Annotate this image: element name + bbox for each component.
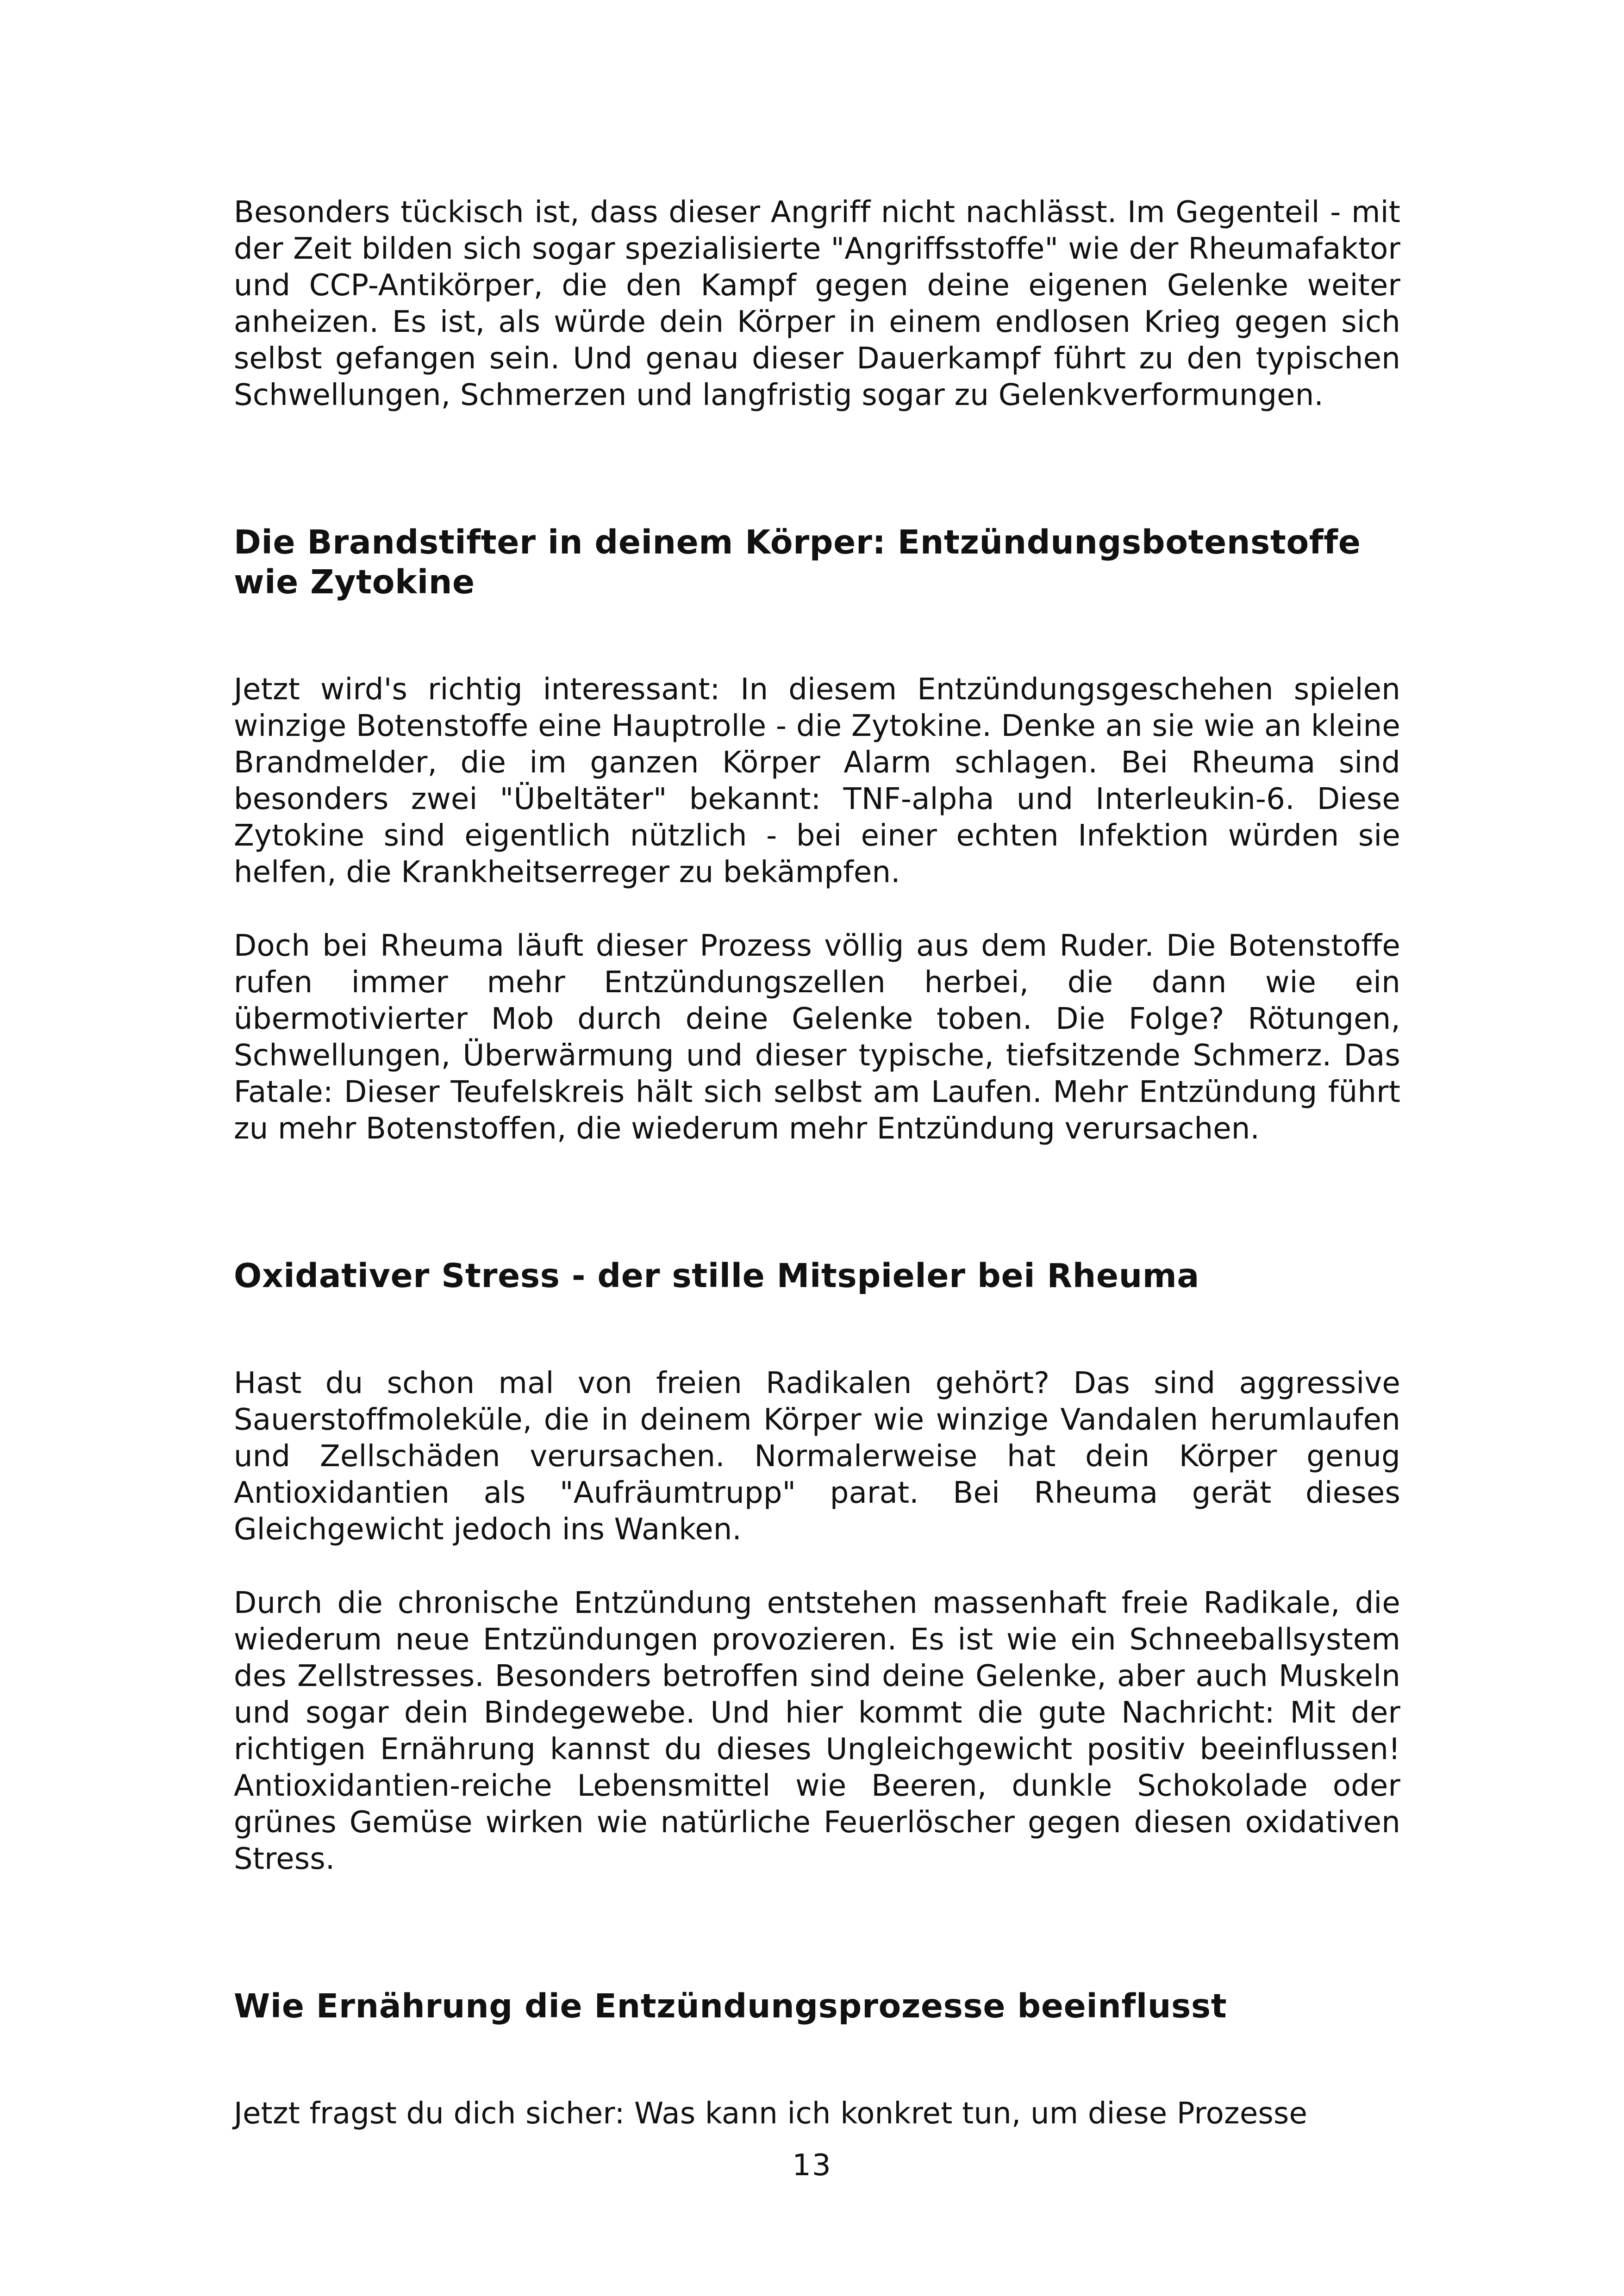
page-body xyxy=(234,194,1400,2132)
paragraph-radikale: Hast du schon mal von freien Radikalen gehört? Das sind aggressive Sauerstoffmoleküle, die in deinem Körper wie winzige Vandalen herumlaufen und Zellschäden verursachen. Normalerweise hat dein Körper genug Antioxidantien als "Aufräumtrupp" parat. Bei Rheuma gerät dieses Gleichgewicht jedoch ins Wanken. xyxy=(234,1366,1400,1547)
heading-ernaehrung: Wie Ernährung die Entzündungsprozesse beeinflusst xyxy=(234,1987,1227,2025)
paragraph-teufelskreis: Doch bei Rheuma läuft dieser Prozess völlig aus dem Ruder. Die Botenstoffe rufen immer mehr Entzündungszellen herbei, die dann wie ein übermotivierter Mob durch deine Gelenke toben. Die Folge? Rötungen, Schwellungen, Überwärmung und dieser typische, tiefsitzende Schmerz. Das Fatale: Dieser Teufelskreis hält sich selbst am Laufen. Mehr Entzündung führt zu mehr Botenstoffen, die wiederum mehr Entzündung verursachen. xyxy=(234,929,1400,1146)
heading-brandstifter: Die Brandstifter in deinem Körper: Entzündungsbotenstoffe wie Zytokine xyxy=(234,523,1361,601)
paragraph-konkret: Jetzt fragst du dich sicher: Was kann ich konkret tun, um diese Prozesse xyxy=(234,2097,1308,2131)
paragraph-angriff: Besonders tückisch ist, dass dieser Angriff nicht nachlässt. Im Gegenteil - mit der Zeit bilden sich sogar spezialisierte "Angriffsstoffe" wie der Rheumafaktor und CCP-Antikörper, die den Kampf gegen deine eigenen Gelenke weiter anheizen. Es ist, als würde dein Körper in einem endlosen Krieg gegen sich selbst gefangen sein. Und genau dieser Dauerkampf führt zu den typischen Schwellungen, Schmerzen und langfristig sogar zu Gelenkverformungen. xyxy=(234,195,1400,412)
paragraph-zytokine: Jetzt wird's richtig interessant: In diesem Entzündungsgeschehen spielen winzige Botenstoffe eine Hauptrolle - die Zytokine. Denke an sie wie an kleine Brandmelder, die im ganzen Körper Alarm schlagen. Bei Rheuma sind besonders zwei "Übeltäter" bekannt: TNF-alpha und Interleukin-6. Diese Zytokine sind eigentlich nützlich - bei einer echten Infektion würden sie helfen, die Krankheitserreger zu bekämpfen. xyxy=(234,672,1400,890)
heading-oxidativer-stress: Oxidativer Stress - der stille Mitspieler bei Rheuma xyxy=(234,1257,1199,1295)
page-number: 13 xyxy=(792,2148,832,2183)
paragraph-schneeball: Durch die chronische Entzündung entstehen massenhaft freie Radikale, die wiederum neue Entzündungen provozieren. Es ist wie ein Schneeballsystem des Zellstresses. Besonders betroffen sind deine Gelenke, aber auch Muskeln und sogar dein Bindegewebe. Und hier kommt die gute Nachricht: Mit der richtigen Ernährung kannst du dieses Ungleichgewicht positiv beeinflussen! Antioxidantien-reiche Lebensmittel wie Beeren, dunkle Schokolade oder grünes Gemüse wirken wie natürliche Feuerlöscher gegen diesen oxidativen Stress. xyxy=(234,1586,1400,1876)
